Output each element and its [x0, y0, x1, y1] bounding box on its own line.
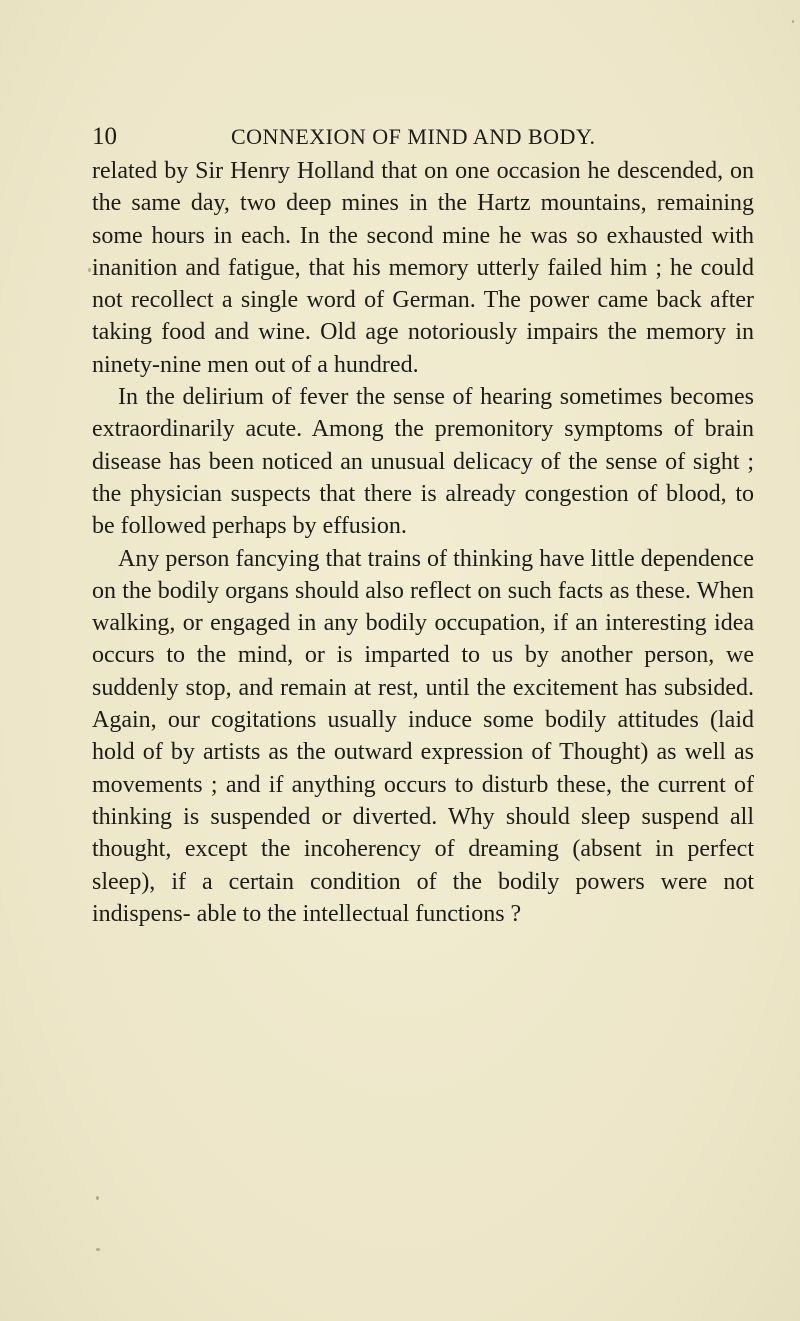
- paragraph-continuation: related by Sir Henry Holland that on one occasion he descended, on the same day, two deep mines in the Hartz mountains, remaining some hours in each. In the second mine he was so exhausted with inanition and fatigue, that his memory utterly failed him ; he could not recollect a single word of German. The power came back after taking food and wine. Old age notoriously impairs the memory in ninety-nine men out of a hundred.: [92, 158, 754, 378]
- paragraph-thinking: Any person fancying that trains of thinking have little dependence on the bodily organs should also reflect on such facts as these. When walking, or engaged in any bodily occupation, if an interesting idea occurs to the mind, or is imparted to us by another person, we suddenly stop, and remain at rest, until the excitement has subsided. Again, our cogitations usually induce some bodily attitudes (laid hold of by artists as the outward expression of Thought) as well as movements ; and if anything occurs to disturb these, the current of thinking is suspended or diverted. Why should sleep suspend all thought, except the incoherency of dreaming (absent in perfect sleep), if a certain condition of the bodily powers were not indispens- able to the intellectual functions ?: [92, 545, 754, 927]
- running-head: CONNEXION OF MIND AND BODY.: [231, 124, 596, 149]
- paper-speck: [88, 268, 91, 272]
- paper-speck: [792, 20, 794, 23]
- body-text: [92, 155, 754, 930]
- paper-speck: [96, 1196, 99, 1200]
- page-header: [92, 122, 752, 152]
- paragraph-fever: In the delirium of fever the sense of hearing sometimes becomes extraordinarily acute. Among the premonitory symptoms of brain disease has been noticed an unusual delicacy of the sense of sight ; the physician suspects that there is already congestion of blood, to be followed perhaps by effusion.: [92, 384, 754, 540]
- paper-speck: [96, 1248, 100, 1251]
- page-number: 10: [92, 123, 117, 150]
